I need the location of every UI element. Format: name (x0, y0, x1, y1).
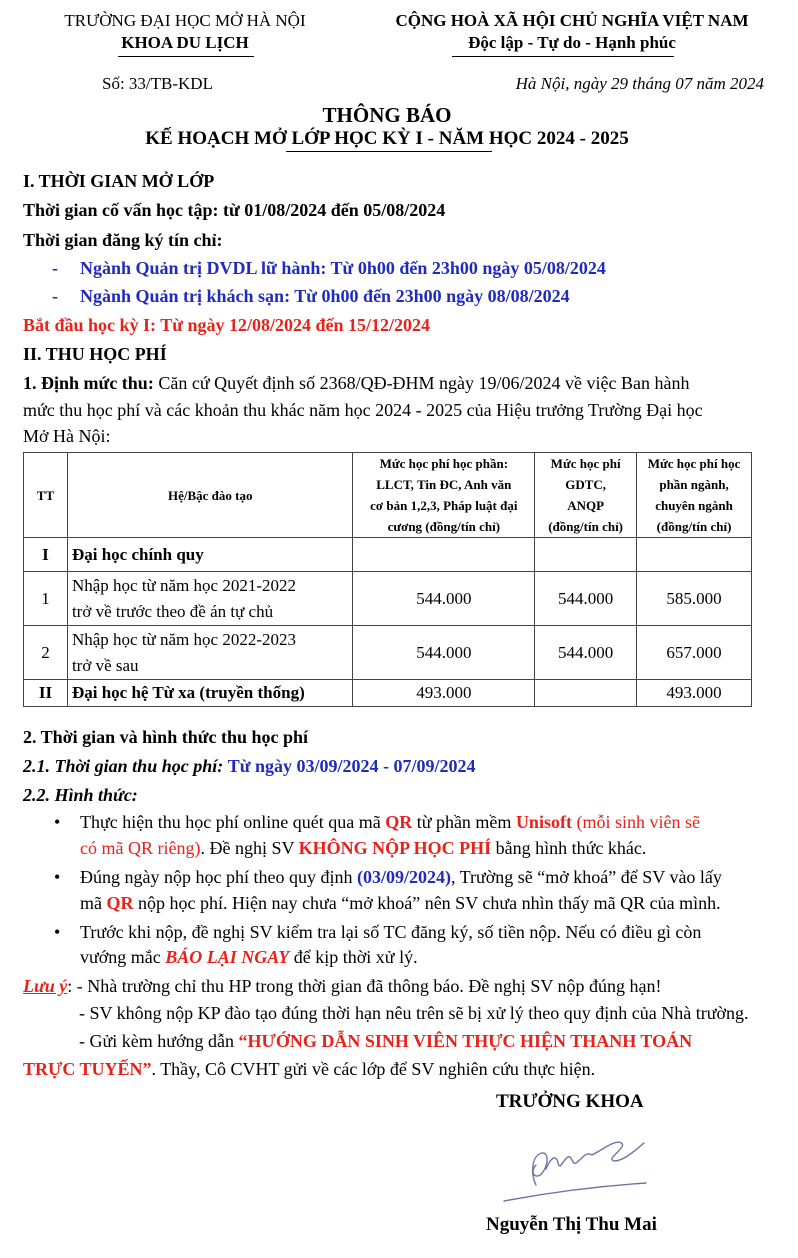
row-major-fee (637, 538, 752, 572)
motto-underline (452, 56, 674, 57)
dash-1: - (52, 258, 58, 278)
row-tt: 1 (24, 572, 68, 626)
bullet-text-red: có mã QR riêng) (80, 838, 201, 858)
bullet-text: mã (80, 893, 107, 913)
bullet-text: để kịp thời xử lý. (289, 947, 418, 967)
row-pe-fee (535, 680, 637, 707)
table-header-row (24, 453, 752, 538)
header-line: GDTC, (565, 477, 607, 492)
row-level (67, 626, 353, 680)
registration-item-travel: Ngành Quản trị DVDL lữ hành: Từ 0h00 đến 23h00 ngày 05/08/2024 (80, 258, 606, 278)
note-text: - Gửi kèm hướng dẫn (79, 1031, 239, 1051)
header-line: Mức học phí học (647, 456, 741, 471)
bullet-1-dot: • (54, 812, 61, 832)
bullet-2-line-1 (80, 867, 722, 888)
bullet-text: Thực hiện thu học phí online quét qua mã (80, 812, 386, 832)
table-row (24, 572, 752, 626)
header-line: LLCT, Tin ĐC, Anh văn (376, 477, 512, 492)
bullet-3-line-2 (80, 947, 418, 968)
rate-text-1: Căn cứ Quyết định số 2368/QĐ-ĐHM ngày 19/06/2024 về việc Ban hành (153, 373, 690, 393)
row-tt: II (24, 680, 68, 707)
bullet-text: Đúng ngày nộp học phí theo quy định (80, 867, 357, 887)
row-major-fee: 657.000 (637, 626, 752, 680)
bullet-text: bằng hình thức khác. (491, 838, 647, 858)
row-level (67, 572, 353, 626)
row-pe-fee: 544.000 (535, 572, 637, 626)
level-line: trở về sau (71, 655, 139, 675)
payment-time-label: 2.1. Thời gian thu học phí (23, 756, 218, 776)
header-line: (đồng/tín chỉ) (548, 519, 624, 534)
registration-label: Thời gian đăng ký tín chỉ: (23, 230, 223, 250)
header-line: chuyên ngành (655, 498, 733, 513)
row-major-fee: 585.000 (637, 572, 752, 626)
unisoft-highlight: Unisoft (515, 812, 572, 832)
table-row (24, 680, 752, 707)
bullet-text: nộp học phí. Hiện nay chưa “mở khoá” nên SV chưa nhìn thấy mã QR của mình. (133, 893, 721, 913)
table-row (24, 626, 752, 680)
row-level: Đại học chính quy (67, 538, 353, 572)
header-line: Mức học phí học phần: (379, 456, 509, 471)
row-tt: I (24, 538, 68, 572)
header-tt: TT (24, 453, 68, 538)
note-label: Lưu ý (23, 976, 68, 996)
document-subtitle: KẾ HOẠCH MỞ LỚP HỌC KỲ I - NĂM HỌC 2024 - 2025 (145, 128, 629, 149)
handwritten-signature (496, 1125, 656, 1205)
header-major-fee (637, 453, 752, 538)
note-line-1 (23, 976, 662, 997)
row-general-fee: 544.000 (353, 572, 535, 626)
level-line: trở về trước theo đề án tự chủ (71, 601, 274, 621)
date-highlight: (03/09/2024) (356, 867, 451, 887)
header-general-fee (353, 453, 535, 538)
row-pe-fee: 544.000 (535, 626, 637, 680)
note-text: . Thầy, Cô CVHT gửi về các lớp để SV nghiên cứu thực hiện. (151, 1059, 596, 1079)
level-line: Nhập học từ năm học 2022-2023 (71, 629, 296, 649)
bullet-1-line-1 (80, 812, 700, 833)
rate-label: 1. Định mức thu: (23, 373, 154, 393)
row-general-fee: 544.000 (353, 626, 535, 680)
bullet-text: . Đề nghị SV (200, 838, 299, 858)
report-highlight: BÁO LẠI NGAY (165, 947, 290, 967)
bullet-3-dot: • (54, 922, 61, 942)
payment-time-value: Từ ngày 03/09/2024 - 07/09/2024 (227, 756, 476, 776)
rate-paragraph-line-3: Mở Hà Nội: (23, 426, 111, 446)
signer-name: Nguyễn Thị Thu Mai (486, 1214, 657, 1235)
note-text: : - Nhà trường chỉ thu HP trong thời gian đã thông báo. Đề nghị SV nộp đúng hạn! (67, 976, 662, 996)
note-line-3 (79, 1031, 692, 1052)
section-1-heading: I. THỜI GIAN MỞ LỚP (23, 171, 215, 191)
bullet-text: vướng mắc (80, 947, 166, 967)
note-line-4 (23, 1059, 595, 1080)
bullet-3-line-1: Trước khi nộp, đề nghị SV kiểm tra lại số TC đăng ký, số tiền nộp. Nếu có điều gì còn (80, 922, 702, 942)
header-line: cương (đồng/tín chỉ) (387, 519, 501, 534)
row-pe-fee (535, 538, 637, 572)
header-line: (đồng/tín chỉ) (656, 519, 732, 534)
bullet-2-line-2 (80, 893, 721, 914)
header-pe-defense-fee (535, 453, 637, 538)
advising-period: Thời gian cố vấn học tập: từ 01/08/2024 đến 05/08/2024 (23, 200, 446, 220)
dash-2: - (52, 286, 58, 306)
header-line: cơ bản 1,2,3, Pháp luật đại (370, 498, 518, 513)
signer-role: TRƯỞNG KHOA (496, 1091, 644, 1112)
section-2-heading: II. THU HỌC PHÍ (23, 344, 167, 364)
payment-heading: 2. Thời gian và hình thức thu học phí (23, 727, 309, 747)
faculty-underline (118, 56, 254, 57)
payment-time-colon: : (217, 756, 228, 776)
guide-title-highlight: TRỰC TUYẾN” (23, 1059, 152, 1079)
rate-paragraph-line-1 (23, 373, 690, 394)
national-motto: Độc lập - Tự do - Hạnh phúc (468, 33, 676, 52)
document-number: Số: 33/TB-KDL (102, 74, 213, 93)
rate-paragraph-line-2: mức thu học phí và các khoản thu khác năm học 2024 - 2025 của Hiệu trưởng Trường Đại học (23, 400, 703, 420)
payment-method-label: 2.2. Hình thức: (23, 785, 138, 805)
qr-highlight: QR (106, 893, 134, 913)
row-tt: 2 (24, 626, 68, 680)
document-title: THÔNG BÁO (322, 103, 452, 127)
semester-start: Bắt đầu học kỳ I: Từ ngày 12/08/2024 đến 15/12/2024 (23, 315, 431, 335)
country-name: CỘNG HOÀ XÃ HỘI CHỦ NGHĨA VIỆT NAM (395, 11, 749, 30)
registration-item-hotel: Ngành Quản trị khách sạn: Từ 0h00 đến 23h00 ngày 08/08/2024 (80, 286, 570, 306)
header-line: Mức học phí (550, 456, 621, 471)
row-level: Đại học hệ Từ xa (truyền thống) (67, 680, 353, 707)
header-line: ANQP (567, 498, 605, 513)
place-date: Hà Nội, ngày 29 tháng 07 năm 2024 (515, 74, 764, 93)
payment-time (23, 756, 476, 777)
bullet-text: từ phần mềm (412, 812, 516, 832)
row-major-fee: 493.000 (637, 680, 752, 707)
qr-highlight: QR (385, 812, 413, 832)
level-line: Nhập học từ năm học 2021-2022 (71, 575, 296, 595)
bullet-2-dot: • (54, 867, 61, 887)
university-name: TRƯỜNG ĐẠI HỌC MỞ HÀ NỘI (64, 11, 306, 30)
header-level: Hệ/Bậc đào tạo (67, 453, 353, 538)
tuition-table (23, 452, 752, 707)
no-pay-highlight: KHÔNG NỘP HỌC PHÍ (298, 838, 492, 858)
title-underline (286, 151, 492, 152)
note-line-2: - SV không nộp KP đào tạo đúng thời hạn nêu trên sẽ bị xử lý theo quy định của Nhà trường. (79, 1003, 749, 1023)
bullet-1-line-2 (80, 838, 646, 859)
row-general-fee (353, 538, 535, 572)
guide-title-highlight: “HƯỚNG DẪN SINH VIÊN THỰC HIỆN THANH TOÁN (238, 1031, 693, 1051)
bullet-text: , Trường sẽ “mở khoá” để SV vào lấy (450, 867, 722, 887)
table-row (24, 538, 752, 572)
header-line: phần ngành, (659, 477, 729, 492)
faculty-name: KHOA DU LỊCH (121, 33, 249, 52)
row-general-fee: 493.000 (353, 680, 535, 707)
bullet-text-red: (mỗi sinh viên sẽ (571, 812, 700, 832)
